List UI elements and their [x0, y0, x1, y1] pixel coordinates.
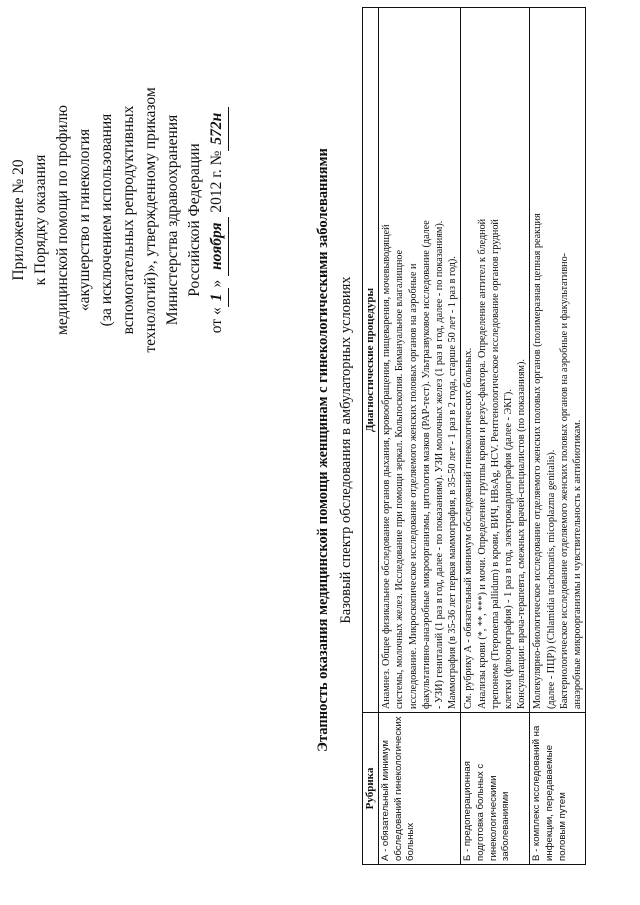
appendix-line: Приложение № 20 [10, 159, 27, 281]
procedure-line: трепонеме (Treponema pallidum) в крови, ВИЧ, HBsAg, HCV. Рентгенологическое исследование органов грудной [489, 219, 501, 709]
appendix-block [8, 55, 229, 385]
order-number: 572н [206, 107, 229, 151]
document-title: Этапность оказания медицинской помощи женщинам с гинекологическими заболеваниями [315, 148, 331, 752]
procedure-line: системы, молочных желез. Исследование при помощи зеркал. Кольпоскопия. Бимануальное влагалищное [394, 249, 406, 709]
procedure-line: клетки (флюорография) - 1 раз в год, электрокардиография (далее - ЭКГ). [503, 389, 515, 709]
column-header-procedures: Диагностические процедуры [363, 8, 379, 713]
procedure-line: факультативно-анаэробные микроорганизмы, цитология мазков (PAP-тест). Ультразвуковое исследование (далее [420, 220, 432, 709]
procedure-line: Молекулярно-биологическое исследование отделяемого женских половых органов (полимеразная цепная реакция [532, 213, 544, 709]
date-year: 2012 г. № [208, 150, 225, 213]
appendix-line: медицинской помощи по профилю [54, 105, 71, 335]
procedure-line: Анамнез. Общее физикальное обследование органов дыхания, кровообращения, пищеварения, мочевыводящей [381, 224, 393, 709]
diagnostics-table [362, 7, 586, 865]
appendix-line: «акушерство и гинекология [76, 128, 93, 312]
procedure-line: исследование. Микроскопическое исследование отделяемого женских половых органов на аэробные и [407, 263, 419, 709]
procedure-line: Маммография (в 35-36 лет первая маммография, в 35-50 лет - 1 раз в 2 года, старше 50 лет - 1 раз в год). [447, 256, 459, 709]
rubric-cell: В - комплекс исследований на инфекции, передаваемые половым путем [530, 713, 586, 865]
date-prefix: от « [208, 307, 225, 334]
procedure-line: анаэробные микроорганизмы и чувствительность к антибиотикам. [572, 419, 584, 709]
procedure-line: См. рубрику А - обязательный минимум обследований гинекологических больных. [463, 347, 475, 709]
column-header-rubric: Рубрика [363, 713, 379, 865]
appendix-line: к Порядку оказания [32, 154, 49, 286]
appendix-line: Российской Федерации [186, 143, 203, 297]
procedure-line: Консультации: врача-терапевта, смежных врачей-специалистов (по показаниям). [516, 359, 528, 709]
table-header-row [363, 8, 379, 865]
appendix-date-line [206, 55, 229, 385]
procedure-line: - УЗИ) гениталий (1 раз в год, далее - по показаниям). УЗИ молочных желез (1 раз в год, далее - по показаниям). [434, 220, 446, 709]
procedures-cell [379, 8, 461, 713]
rubric-cell: А - обязательный минимум обследований гинекологических больных [379, 713, 461, 865]
procedures-cell [530, 8, 586, 713]
appendix-line: Министерства здравоохранения [164, 114, 181, 326]
document-subtitle: Базовый спектр обследования в амбулаторных условиях [338, 276, 354, 624]
table-row [379, 8, 461, 865]
appendix-line: вспомогательных репродуктивных [120, 105, 137, 335]
table-row [530, 8, 586, 865]
date-day: 1 [206, 288, 229, 308]
procedure-line: Анализы крови (*, **, ***) и мочи. Определение группы крови и резус-фактора. Определение антител к бледной [476, 218, 488, 709]
rubric-cell: Б - предоперационная подготовка больных с гинекологическими заболеваниями [461, 713, 530, 865]
appendix-line: (за исключением использования [98, 113, 115, 327]
appendix-line: технологий)», утвержденному приказом [142, 87, 159, 353]
date-month: ноября [206, 217, 229, 276]
procedure-line: (далее - ПЦР)) (Chlamidia trachomatis, micoplazma genitalis). [545, 449, 557, 709]
procedure-line: Бактериологическое исследование отделяемого женских половых органов на аэробные и факультативно- [558, 252, 570, 709]
procedures-cell [461, 8, 530, 713]
date-mid: » [208, 279, 225, 288]
table-row [461, 8, 530, 865]
